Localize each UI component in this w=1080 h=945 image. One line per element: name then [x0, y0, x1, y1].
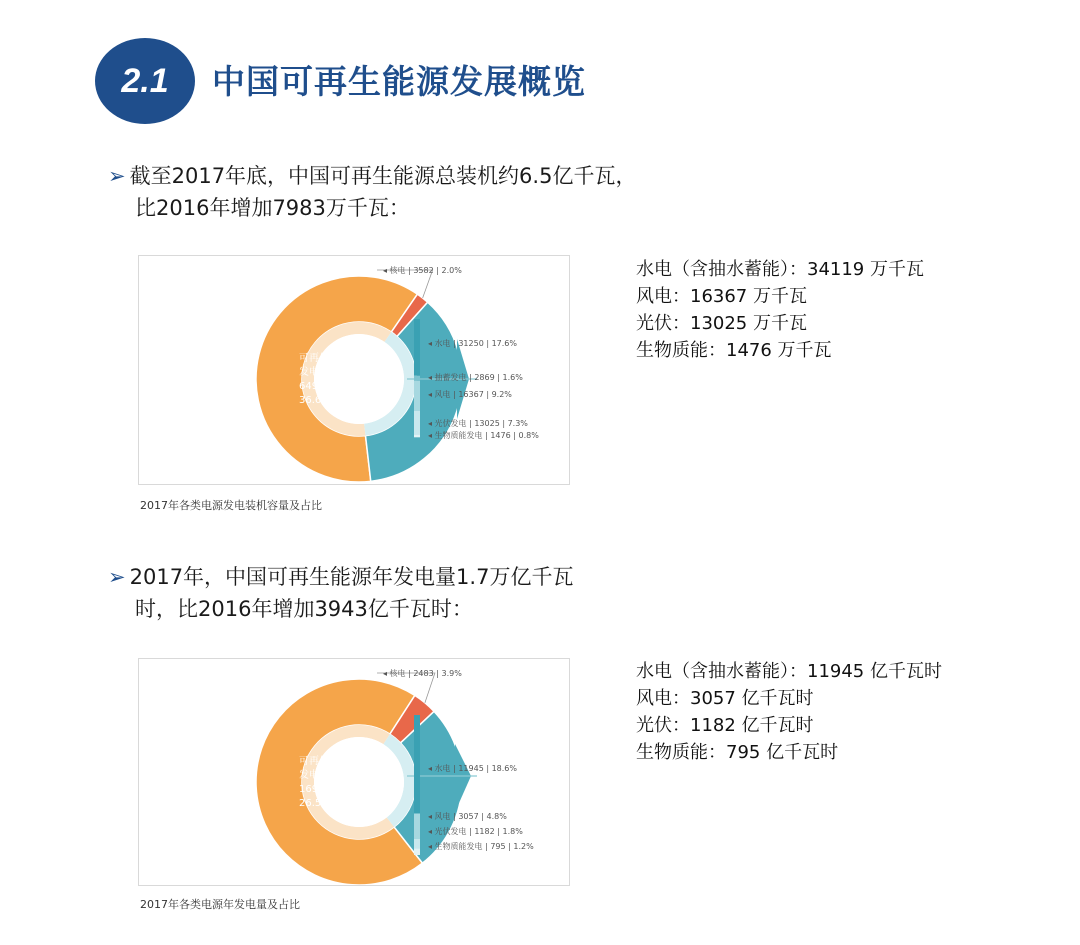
capacity-stat-solar: 光伏：13025 万千瓦: [636, 313, 807, 334]
bullet-generation: [108, 561, 573, 625]
breakdown-bar-biomass: [414, 848, 420, 855]
generation-stats: [636, 658, 942, 766]
bullet-capacity-line2: 比2016年增加7983万千瓦：: [135, 196, 410, 220]
capacity-stats: [636, 256, 924, 364]
breakdown-bar-solar: [414, 411, 420, 435]
breakdown-bar-hydro: [414, 319, 420, 376]
bullet-generation-line2: 时，比2016年增加3943亿千瓦时：: [135, 597, 473, 621]
bullet-arrow-icon: ➢: [108, 565, 126, 589]
bullet-arrow-icon: ➢: [108, 164, 126, 188]
section-number-badge: 2.1: [95, 38, 195, 124]
breakdown-label-hydro: ◂ 水电 | 11945 | 18.6%: [428, 764, 517, 773]
capacity-chart: [138, 255, 570, 485]
breakdown-bar-solar: [414, 839, 420, 849]
capacity-pie-chart: [139, 256, 569, 484]
capacity-stat-biomass: 生物质能：1476 万千瓦: [636, 340, 832, 361]
generation-stat-wind: 风电：3057 亿千瓦时: [636, 688, 814, 709]
capacity-chart-caption: 2017年各类电源发电装机容量及占比: [140, 499, 322, 512]
page-title: 中国可再生能源发展概览: [212, 62, 586, 101]
renewable-label: 可再生能源发电 64987, 36.6%: [299, 353, 349, 406]
nuclear-label: ◂ 核电 | 3582 | 2.0%: [383, 266, 462, 275]
nuclear-label: ◂ 核电 | 2483 | 3.9%: [383, 669, 462, 678]
breakdown-label-solar: ◂ 光伏发电 | 1182 | 1.8%: [428, 827, 523, 836]
breakdown-label-wind: ◂ 风电 | 16367 | 9.2%: [428, 390, 512, 399]
breakdown-label-solar: ◂ 光伏发电 | 13025 | 7.3%: [428, 419, 528, 428]
bullet-capacity-line1: 截至2017年底，中国可再生能源总装机约6.5亿千瓦，: [129, 164, 637, 188]
capacity-stat-wind: 风电：16367 万千瓦: [636, 286, 807, 307]
breakdown-bar-pumped: [414, 376, 420, 381]
renewable-label: 可再生能源发电 16979, 26.5%: [299, 756, 349, 809]
bullet-capacity: [108, 160, 636, 224]
renewable-pointer: [455, 744, 471, 812]
breakdown-bar-wind: [414, 381, 420, 411]
donut-hole: [314, 737, 404, 827]
breakdown-label-hydro: ◂ 水电 | 31250 | 17.6%: [428, 339, 517, 348]
breakdown-bar-hydro: [414, 715, 420, 813]
thermal-label: 火电（不含生物质） 44718, 69.6%: [151, 752, 201, 808]
generation-chart: [138, 658, 570, 886]
generation-chart-caption: 2017年各类电源年发电量及占比: [140, 898, 300, 911]
generation-stat-biomass: 生物质能：795 亿千瓦时: [636, 742, 839, 763]
breakdown-bar-wind: [414, 813, 420, 838]
generation-pie-chart: [139, 659, 569, 885]
breakdown-label-biomass: ◂ 生物质能发电 | 795 | 1.2%: [428, 842, 534, 851]
breakdown-label-biomass: ◂ 生物质能发电 | 1476 | 0.8%: [428, 431, 539, 440]
breakdown-label-pumped: ◂ 抽蓄发电 | 2869 | 1.6%: [428, 373, 523, 382]
breakdown-label-wind: ◂ 风电 | 3057 | 4.8%: [428, 812, 507, 821]
thermal-label: 火电（不含生物质） 109128, 61.4%: [151, 349, 201, 405]
capacity-stat-hydro: 水电（含抽水蓄能）：34119 万千瓦: [636, 259, 924, 280]
donut-hole: [314, 334, 404, 424]
generation-stat-solar: 光伏：1182 亿千瓦时: [636, 715, 814, 736]
breakdown-bar-biomass: [414, 434, 420, 437]
bullet-generation-line1: 2017年，中国可再生能源年发电量1.7万亿千瓦: [129, 565, 574, 589]
generation-stat-hydro: 水电（含抽水蓄能）：11945 亿千瓦时: [636, 661, 942, 682]
